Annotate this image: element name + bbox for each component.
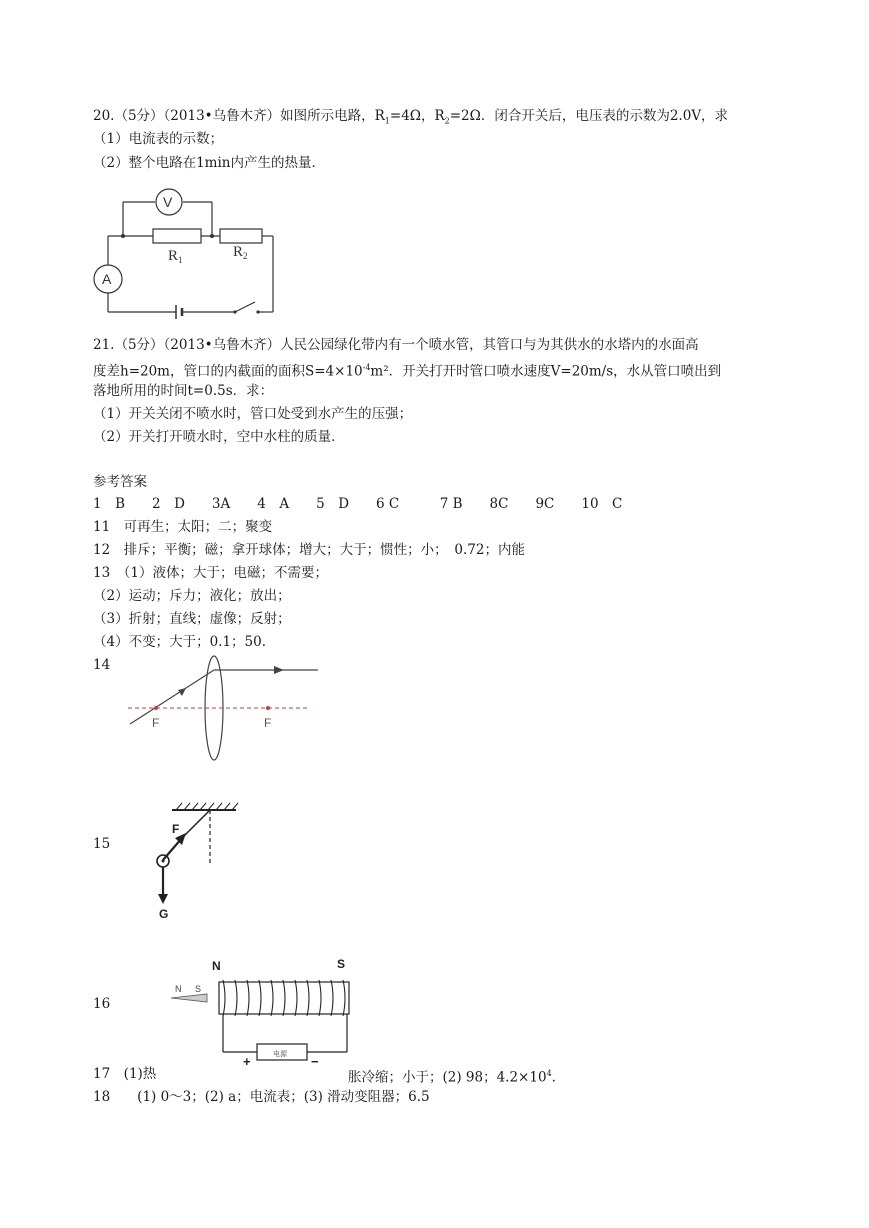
q21-line1: 21.（5分）（2013•乌鲁木齐）人民公园绿化带内有一个喷水管，其管口与为其供水的水塔内的水面高 bbox=[93, 337, 699, 353]
minus-terminal: − bbox=[311, 1054, 319, 1069]
answer-13-part3: （3）折射；直线；虚像；反射； bbox=[93, 611, 291, 627]
voltmeter-label: V bbox=[163, 194, 173, 210]
force-g-label: G bbox=[159, 907, 169, 921]
q14-lens-diagram bbox=[124, 652, 324, 764]
answers-title: 参考答案 bbox=[93, 474, 147, 490]
needle-s-label: S bbox=[195, 984, 202, 994]
ammeter-label: A bbox=[102, 271, 112, 287]
answer-13-part4: （4）不变；大于；0.1；50. bbox=[93, 634, 267, 650]
focus-left-label: F bbox=[152, 716, 160, 730]
focus-left bbox=[154, 706, 158, 710]
power-source-label: 电源 bbox=[273, 1050, 287, 1058]
answer-14-number: 14 bbox=[93, 657, 111, 673]
q21-line3: 落地所用的时间t=0.5s．求： bbox=[93, 383, 274, 399]
q16-solenoid-diagram bbox=[165, 952, 355, 1070]
q20-part1: （1）电流表的示数； bbox=[93, 131, 224, 147]
q20-part2: （2）整个电路在1min内产生的热量． bbox=[93, 155, 325, 171]
answer-13: 13 （1）液体；大于；电磁；不需要； bbox=[93, 565, 329, 581]
q21-part1: （1）开关关闭不喷水时，管口处受到水产生的压强； bbox=[93, 406, 413, 422]
answer-12: 12 排斥；平衡；磁；拿开球体；增大；大于；惯性；小； 0.72；内能 bbox=[93, 542, 525, 558]
answer-16-number: 16 bbox=[93, 996, 111, 1012]
focus-right bbox=[266, 706, 270, 710]
answer-17-start: 17 (1)热 bbox=[93, 1066, 157, 1082]
force-f-label: F bbox=[172, 822, 180, 836]
q21-part2: （2）开关打开喷水时，空中水柱的质量． bbox=[93, 429, 345, 445]
resistor-r1 bbox=[153, 229, 201, 243]
answer-17-rest: 胀冷缩；小于；(2) 98；$4.2\times 10^4$. bbox=[348, 1069, 556, 1086]
focus-right-label: F bbox=[264, 716, 272, 730]
answer-18: 18 (1) 0～3；(2) a；电流表；(3) 滑动变阻器；6.5 bbox=[93, 1089, 430, 1105]
r1-label: $R_1$ bbox=[168, 248, 183, 265]
answer-11: 11 可再生；太阳；二；聚变 bbox=[93, 519, 273, 535]
q20-header: 20.（5分）（2013•乌鲁木齐）如图所示电路，$R_1=4\Omega$，$R_2=2\Omega$．闭合开关后，电压表的示数为2.0V，求 bbox=[93, 108, 729, 126]
plus-terminal: + bbox=[243, 1054, 251, 1069]
q15-force-diagram bbox=[146, 800, 246, 925]
answers-row-1-10: 1 B 2 D 3A 4 A 5 D 6 C 7 B 8C 9C 10 C bbox=[93, 496, 623, 512]
pole-n-label: N bbox=[212, 959, 221, 973]
pole-s-label: S bbox=[337, 957, 346, 971]
resistor-r2 bbox=[220, 229, 262, 243]
compass-needle bbox=[171, 994, 207, 1002]
answer-15-number: 15 bbox=[93, 836, 111, 852]
r2-label: $R_2$ bbox=[233, 244, 248, 261]
answer-13-part2: （2）运动；斥力；液化；放出； bbox=[93, 588, 291, 604]
q21-line2: 度差h=20m，管口的内截面的面积$S=4\times 10^{-4}m^2$．开关打开时管口喷水速度V=20m/s，水从管口喷出到 bbox=[93, 363, 722, 380]
q20-circuit-diagram bbox=[90, 184, 280, 326]
needle-n-label: N bbox=[175, 984, 182, 994]
